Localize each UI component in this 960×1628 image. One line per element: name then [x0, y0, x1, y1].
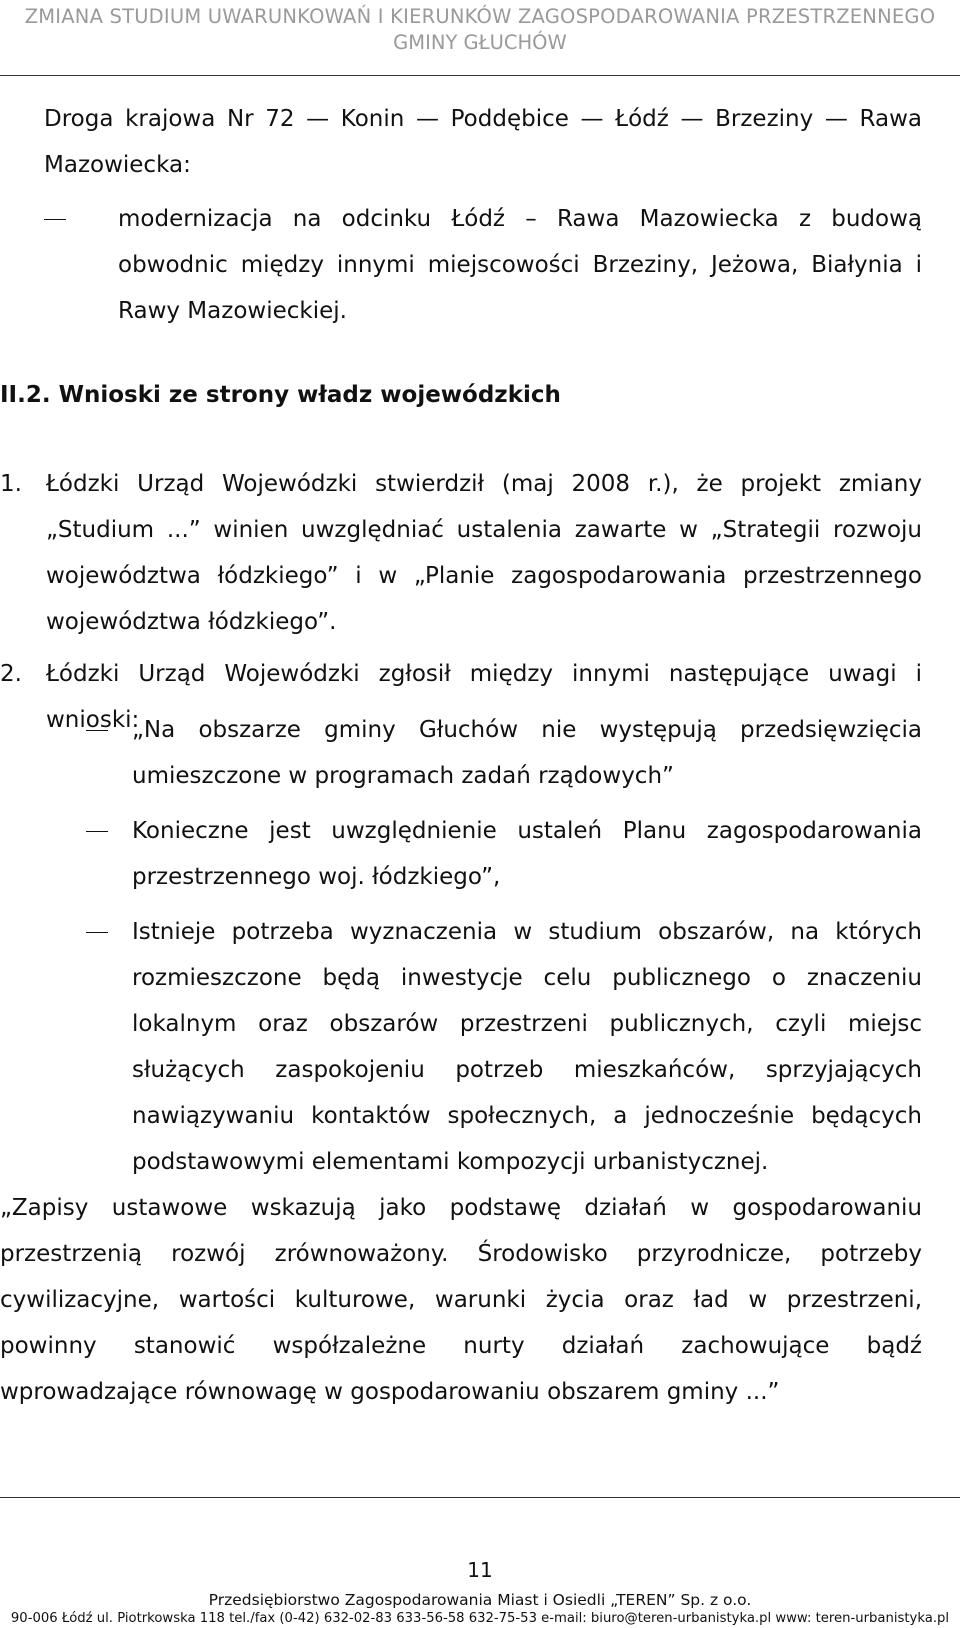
- point-number: 1.: [0, 471, 22, 497]
- dash-marker: [86, 831, 108, 832]
- road-item: modernizacja na odcinku Łódź – Rawa Mazowiecka z budową obwodnic między innymi miejscowości Brzeziny, Jeżowa, Białynia i Rawy Mazowieckiej.: [118, 206, 922, 324]
- section-heading: II.2. Wnioski ze strony władz wojewódzkich: [0, 382, 561, 408]
- point-number: 2.: [0, 661, 22, 687]
- page-number: 11: [467, 1558, 493, 1582]
- point-text: Łódzki Urząd Wojewódzki stwierdził (maj 2008 r.), że projekt zmiany „Studium ...” winien uwzględniać ustalenia zawarte w „Strategii rozwoju województwa łódzkiego” i w „Planie zagospodarowania przestrzennego województwa łódzkiego”.: [46, 471, 922, 635]
- footer-address: 90-006 Łódź ul. Piotrkowska 118 tel./fax (0-42) 632-02-83 633-56-58 632-75-53 e-mail: biuro@teren-urbanistyka.pl www: teren-urbanistyka.pl: [10, 1611, 950, 1626]
- running-header: [0, 0, 960, 56]
- remark-item: Konieczne jest uwzględnienie ustaleń Planu zagospodarowania przestrzennego woj. łódzkiego”,: [132, 818, 922, 890]
- header-title-line2: GMINY GŁUCHÓW: [393, 31, 567, 54]
- road-intro: Droga krajowa Nr 72 — Konin — Poddębice — Łódź — Brzeziny — Rawa Mazowiecka:: [44, 106, 922, 178]
- point-text: Łódzki Urząd Wojewódzki zgłosił między innymi następujące uwagi i wnioski:: [46, 661, 922, 733]
- header-rule: [0, 75, 960, 76]
- header-title-line1: ZMIANA STUDIUM UWARUNKOWAŃ I KIERUNKÓW ZAGOSPODAROWANIA PRZESTRZENNEGO: [24, 5, 936, 28]
- remark-item: „Na obszarze gminy Głuchów nie występują przedsięwzięcia umieszczone w programach zadań rządowych”: [132, 717, 922, 789]
- quote-paragraph: „Zapisy ustawowe wskazują jako podstawę działań w gospodarowaniu przestrzenią rozwój zrównoważony. Środowisko przyrodnicze, potrzeby cywilizacyjne, wartości kulturowe, warunki życia oraz ład w przestrzeni, powinny stanowić współzależne nurty działań zachowujące bądź wprowadzające równowagę w gospodarowaniu obszarem gminy ...”: [0, 1195, 922, 1405]
- dash-marker: [44, 219, 66, 220]
- dash-marker: [86, 730, 108, 731]
- remark-item: Istnieje potrzeba wyznaczenia w studium obszarów, na których rozmieszczone będą inwestycje celu publicznego o znaczeniu lokalnym oraz obszarów przestrzeni publicznych, czyli miejsc służących zaspokojeniu potrzeb mieszkańców, sprzyjających nawiązywaniu kontaktów społecznych, a jednocześnie będących podstawowymi elementami kompozycji urbanistycznej.: [132, 919, 922, 1175]
- footer-rule: [0, 1497, 960, 1498]
- dash-marker: [86, 932, 108, 933]
- footer-company: Przedsiębiorstwo Zagospodarowania Miast i Osiedli „TEREN” Sp. z o.o.: [208, 1591, 752, 1609]
